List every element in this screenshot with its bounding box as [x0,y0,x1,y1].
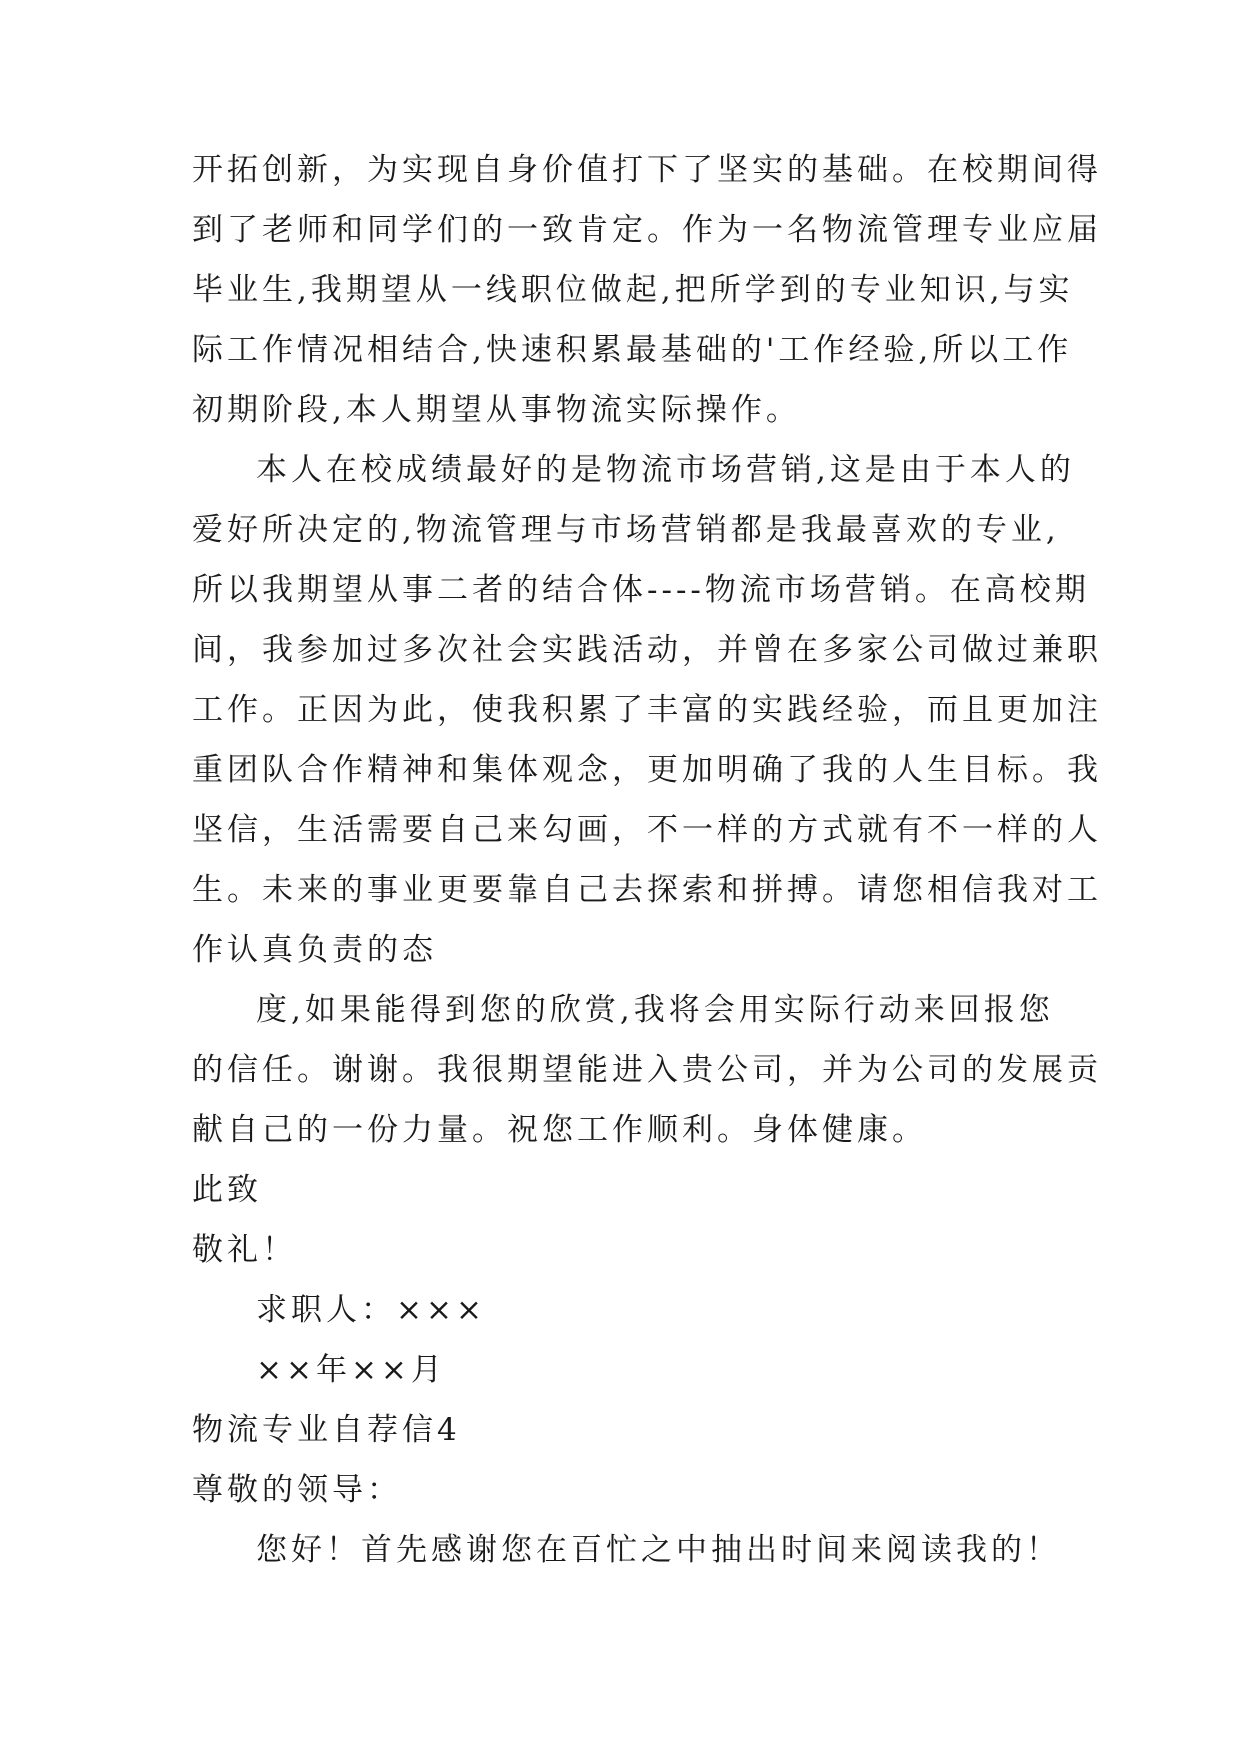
paragraph-first-line: 本人在校成绩最好的是物流市场营销,这是由于本人的 [256,452,1075,488]
text-line: 初期阶段,本人期望从事物流实际操作。 [192,392,801,428]
text-line: 重团队合作精神和集体观念，更加明确了我的人生目标。我 [192,752,1102,788]
closing-regards: 敬礼！ [192,1232,297,1268]
text-line: 爱好所决定的,物流管理与市场营销都是我最喜欢的专业, [192,512,1060,548]
text-line: 到了老师和同学们的一致肯定。作为一名物流管理专业应届 [192,212,1102,248]
text-line: 献自己的一份力量。祝您工作顺利。身体健康。 [192,1112,927,1148]
text-line: 作认真负责的态 [192,932,437,968]
text-line: 工作。正因为此，使我积累了丰富的实践经验，而且更加注 [192,692,1102,728]
section-title: 物流专业自荐信4 [192,1412,461,1448]
closing-salutation: 此致 [192,1172,262,1208]
applicant-signature: 求职人：××× [256,1292,486,1328]
text-line: 生。未来的事业更要靠自己去探索和拼搏。请您相信我对工 [192,872,1102,908]
paragraph-first-line: 度,如果能得到您的欣赏,我将会用实际行动来回报您 [256,992,1054,1028]
text-line: 间，我参加过多次社会实践活动，并曾在多家公司做过兼职 [192,632,1102,668]
text-line: 的信任。谢谢。我很期望能进入贵公司，并为公司的发展贡 [192,1052,1102,1088]
letter-date: ××年××月 [256,1352,446,1388]
text-line: 毕业生,我期望从一线职位做起,把所学到的专业知识,与实 [192,272,1074,308]
text-line: 所以我期望从事二者的结合体----物流市场营销。在高校期 [192,572,1090,608]
text-line: 坚信，生活需要自己来勾画，不一样的方式就有不一样的人 [192,812,1102,848]
text-line: 际工作情况相结合,快速积累最基础的'工作经验,所以工作 [192,332,1073,368]
letter-greeting: 尊敬的领导： [192,1472,402,1508]
text-line: 开拓创新，为实现自身价值打下了坚实的基础。在校期间得 [192,152,1102,188]
paragraph-first-line: 您好！首先感谢您在百忙之中抽出时间来阅读我的！ [256,1532,1061,1568]
